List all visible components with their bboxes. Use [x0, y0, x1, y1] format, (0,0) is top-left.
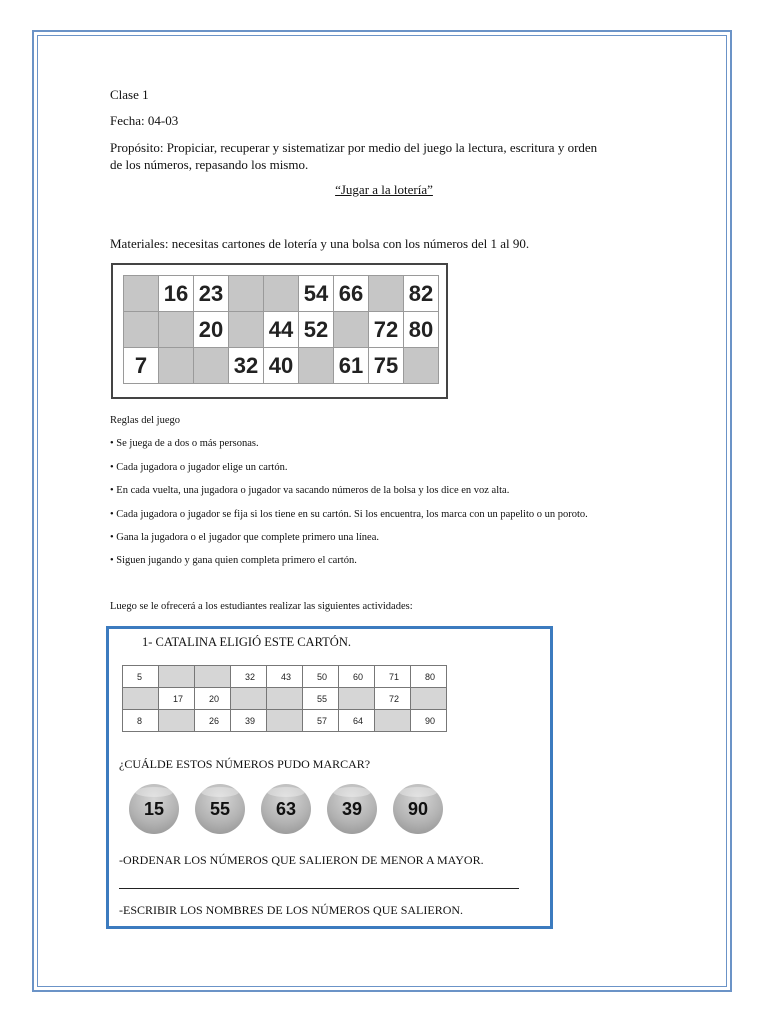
catalina-cell: 71: [375, 666, 411, 688]
catalina-cell: 57: [303, 710, 339, 732]
lottery-cell: 16: [159, 276, 194, 312]
fecha-label: Fecha: 04-03: [110, 113, 179, 128]
catalina-cell-empty: [375, 710, 411, 732]
proposito-line-2: de los números, repasando los mismo.: [110, 157, 309, 172]
catalina-card-row: [123, 710, 447, 732]
lottery-card-row: [124, 276, 439, 312]
catalina-cell-empty: [159, 666, 195, 688]
number-ball: [129, 784, 179, 834]
rule-item: • Siguen jugando y gana quien completa primero el cartón.: [110, 555, 357, 566]
catalina-cell: 20: [195, 688, 231, 710]
lottery-cell: 82: [404, 276, 439, 312]
number-ball-label: 39: [341, 798, 363, 819]
catalina-cell-empty: [231, 688, 267, 710]
number-ball-label: 90: [407, 798, 429, 819]
catalina-cell: 50: [303, 666, 339, 688]
lottery-card-grid: [123, 275, 439, 384]
lottery-cell-empty: [334, 312, 369, 348]
lottery-card-row: [124, 312, 439, 348]
lottery-cell: 23: [194, 276, 229, 312]
lottery-cell-empty: [264, 276, 299, 312]
lottery-cell: 40: [264, 348, 299, 384]
catalina-cell: 80: [411, 666, 447, 688]
catalina-cell-empty: [195, 666, 231, 688]
catalina-cell-empty: [123, 688, 159, 710]
catalina-cell: 8: [123, 710, 159, 732]
catalina-cell: 5: [123, 666, 159, 688]
lottery-cell-empty: [229, 276, 264, 312]
question-text: ¿CUÁLDE ESTOS NÚMEROS PUDO MARCAR?: [119, 757, 371, 771]
rule-item: • Cada jugadora o jugador se fija si los tiene en su cartón. Si los encuentra, los marca con un papelito o un poroto.: [110, 509, 588, 520]
lottery-cell-empty: [159, 312, 194, 348]
activity-title: “Jugar a la lotería”: [335, 182, 433, 197]
lottery-cell: 61: [334, 348, 369, 384]
order-instruction: -ORDENAR LOS NÚMEROS QUE SALIERON DE MENOR A MAYOR.: [119, 853, 484, 867]
catalina-cell-empty: [411, 688, 447, 710]
catalina-cell-empty: [159, 710, 195, 732]
lottery-card-row: [124, 348, 439, 384]
catalina-cell: 60: [339, 666, 375, 688]
catalina-cell: 26: [195, 710, 231, 732]
lottery-card: [111, 263, 448, 399]
rule-item: • Gana la jugadora o el jugador que complete primero una línea.: [110, 532, 379, 543]
activities-intro: Luego se le ofrecerá a los estudiantes realizar las siguientes actividades:: [110, 601, 413, 612]
catalina-card-grid: [122, 665, 447, 732]
rule-item: • Cada jugadora o jugador elige un cartón.: [110, 462, 288, 473]
activity-heading: 1- CATALINA ELIGIÓ ESTE CARTÓN.: [142, 635, 351, 649]
rule-item: • Se juega de a dos o más personas.: [110, 438, 259, 449]
catalina-cell: 90: [411, 710, 447, 732]
catalina-card-row: [123, 688, 447, 710]
lottery-cell-empty: [299, 348, 334, 384]
answer-line[interactable]: [119, 888, 519, 889]
lottery-cell: 7: [124, 348, 159, 384]
materiales-text: Materiales: necesitas cartones de lotería y una bolsa con los números del 1 al 90.: [110, 236, 530, 251]
lottery-cell: 20: [194, 312, 229, 348]
lottery-cell: 44: [264, 312, 299, 348]
lottery-cell: 66: [334, 276, 369, 312]
catalina-cell: 39: [231, 710, 267, 732]
lottery-cell: 75: [369, 348, 404, 384]
catalina-cell: 55: [303, 688, 339, 710]
activity-box: [106, 626, 553, 929]
rules-title: Reglas del juego: [110, 415, 180, 426]
lottery-cell: 32: [229, 348, 264, 384]
number-ball-label: 63: [275, 798, 297, 819]
lottery-cell: 54: [299, 276, 334, 312]
number-ball-label: 15: [143, 798, 165, 819]
catalina-cell: 64: [339, 710, 375, 732]
lottery-cell-empty: [369, 276, 404, 312]
catalina-card-row: [123, 666, 447, 688]
number-ball: [393, 784, 443, 834]
catalina-cell-empty: [267, 710, 303, 732]
lottery-cell-empty: [194, 348, 229, 384]
number-ball: [195, 784, 245, 834]
lottery-cell: 80: [404, 312, 439, 348]
number-ball: [261, 784, 311, 834]
lottery-cell-empty: [404, 348, 439, 384]
catalina-cell: 17: [159, 688, 195, 710]
catalina-cell-empty: [339, 688, 375, 710]
catalina-cell: 72: [375, 688, 411, 710]
catalina-cell: 43: [267, 666, 303, 688]
rule-item: • En cada vuelta, una jugadora o jugador va sacando números de la bolsa y los dice en voz alta.: [110, 485, 510, 496]
clase-label: Clase 1: [110, 87, 149, 102]
catalina-cell: 32: [231, 666, 267, 688]
catalina-cell-empty: [267, 688, 303, 710]
lottery-cell: 52: [299, 312, 334, 348]
lottery-cell-empty: [124, 312, 159, 348]
lottery-cell: 72: [369, 312, 404, 348]
lottery-cell-empty: [229, 312, 264, 348]
names-instruction: -ESCRIBIR LOS NOMBRES DE LOS NÚMEROS QUE SALIERON.: [119, 903, 464, 917]
lottery-cell-empty: [124, 276, 159, 312]
proposito-line-1: Propósito: Propiciar, recuperar y sistematizar por medio del juego la lectura, escritura y orden: [110, 140, 598, 155]
lottery-cell-empty: [159, 348, 194, 384]
number-ball: [327, 784, 377, 834]
number-ball-label: 55: [209, 798, 231, 819]
